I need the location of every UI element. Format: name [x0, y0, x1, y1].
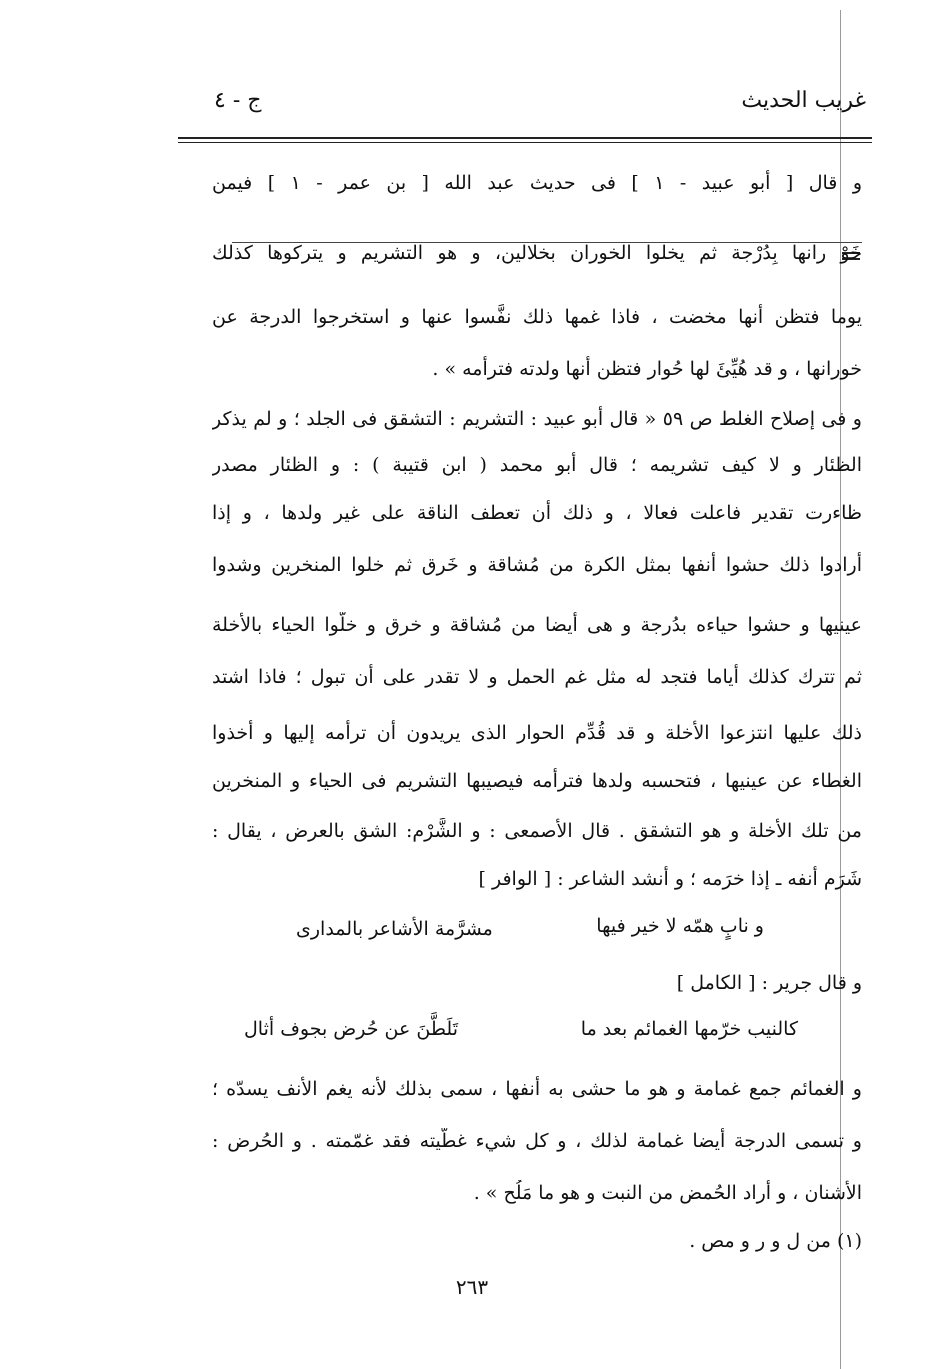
body-line: خورانها ، و قد هُيِّئَ لها حُوار فتظن أنها ولدته فترأمه » .	[432, 358, 862, 380]
body-line: عينيها و حشوا حياءه بدُرجة و هى أيضا من مُشاقة و خرق و خلّوا الحياء بالأخلة	[212, 614, 862, 636]
body-line: خَوْ رانها بِدُرْجة ثم يخلوا الخوران بخلالين، و هو التشريم و يتركوها كذلك	[212, 242, 862, 264]
body-line: أرادوا ذلك حشوا أنفها بمثل الكرة من مُشاقة و خَرق ثم خلوا المنخرين وشدوا	[212, 554, 862, 576]
header-rule	[178, 142, 872, 143]
footnote: (١) من ل و ر و مص .	[689, 1230, 862, 1252]
body-line: الظئار و لا كيف تشريمه ؛ قال أبو محمد ( ابن قتيبة ) : و الظئار مصدر	[212, 454, 862, 476]
body-line: و قال جرير : [ الكامل ]	[676, 972, 862, 994]
verse-hemistich: تَلَطَّنَ عن حُرض بجوف أثال	[244, 1018, 459, 1040]
body-line: شَرَم أنفه ـ إذا خرَمه ؛ و أنشد الشاعر : [ الوافر ]	[478, 868, 862, 890]
intro-line: و قال [ أبو عبيد - ١ ] فى حديث عبد الله [ بن عمر - ١ ] فيمن	[212, 172, 862, 194]
body-line: و تسمى الدرجة أيضا غمامة لذلك ، و كل شيء غطّيته فقد غمّمته . و الحُرض :	[212, 1130, 862, 1152]
body-line: الغطاء عن عينيها ، فتحسبه ولدها فترأمه فيصيبها التشريم فى الحياء و المنخرين	[212, 770, 862, 792]
body-line: و فى إصلاح الغلط ص ٥٩ « قال أبو عبيد : التشريم : التشقق فى الجلد ؛ و لم يذكر	[212, 408, 862, 430]
page-number: ٢٦٣	[455, 1275, 489, 1299]
body-line: ذلك عليها انتزعوا الأخلة و قد قُدِّم الحوار الذى يريدون أن ترأمه إليها و أخذوا	[212, 722, 862, 744]
body-line: ثم تترك كذلك أياما فتجد له مثل غم الحمل و لا تقدر على أن تبول ؛ فاذا اشتد	[212, 666, 862, 688]
body-line: من تلك الأخلة و هو التشقق . قال الأصمعى : و الشَّرْم: الشق بالعرض ، يقال :	[212, 820, 862, 842]
body-line: يوما فتظن أنها مخضت ، فاذا غمها ذلك نفَّسوا عنها و استخرجوا الدرجة عن	[212, 306, 862, 328]
verse-hemistich: كالنيب خرّمها الغمائم بعد ما	[580, 1018, 798, 1040]
header-rule	[178, 137, 872, 139]
verse-hemistich: مشرَّمة الأشاعر بالمدارى	[296, 918, 493, 940]
body-line: الأشنان ، و أراد الحُمض من النبت و هو ما مَلُح » .	[473, 1182, 862, 1204]
body-line: ظاءرت تقدير فاعلت فعالا ، و ذلك أن تعطف الناقة على غير ولدها ، و إذا	[212, 502, 862, 524]
body-line: و الغمائم جمع غمامة و هو ما حشى به أنفها ، سمى بذلك لأنه يغم الأنف يسدّه ؛	[212, 1078, 862, 1100]
verse-hemistich: و نابٍ همّه لا خير فيها	[596, 915, 764, 937]
volume-label: ج - ٤	[214, 88, 262, 113]
running-title: غريب الحديث	[741, 88, 866, 113]
